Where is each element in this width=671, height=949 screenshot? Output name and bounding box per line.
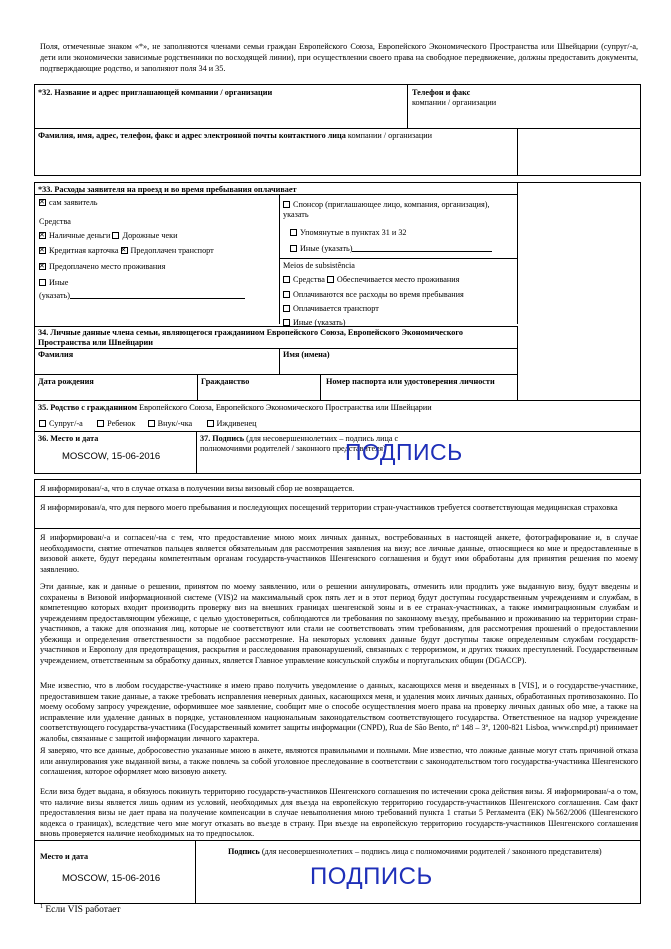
checkbox-accommodation[interactable] bbox=[39, 263, 46, 270]
notice-fee: Я информирован/-а, что в случае отказа в получении визы визовый сбор не возвращается. bbox=[40, 484, 355, 493]
checkbox-mentioned[interactable] bbox=[290, 229, 297, 236]
checkbox-r-transport[interactable] bbox=[283, 305, 290, 312]
checkbox-child[interactable] bbox=[97, 420, 104, 427]
field-34-surname: Фамилия bbox=[38, 350, 74, 359]
para-truthful: Я заверяю, что все данные, добросовестно указанные мною в анкете, являются правильными и полными. Мне известно, что ложные данные могут стать причиной отказа или аннулирования уже выданной визы, а также повлечь за собой уголовное преследование в соответствии с законодательством того государства-участника Шенгенского соглашения, которое оформляет мою визовую анкету. bbox=[40, 746, 638, 776]
checkbox-r-other[interactable] bbox=[283, 319, 290, 326]
para-consent: Я информирован/-а и согласен/-на с тем, что предоставление мною моих личных данных, востребованных в настоящей анкете, фотографирование и, в случае необходимости, снятие отпечатков пальцев является обязательным для рассмотрения заявления на визу; все личные данные, относящиеся ко мне и предоставленные в визовой анкете, будут переданы компетентным органам государств-участников Шенгенского соглашения и будут ими обработаны для принятия решения по моему заявлению. bbox=[40, 533, 638, 574]
para-rights: Мне известно, что в любом государстве-участнике я имею право получить уведомление о данных, касающихся меня и введенных в [VIS], и о государстве-участнике, предоставившем такие данные, а также требовать исправления неверных данных, касающихся меня, и удаления моих личных данных, обработанных противозаконно. По моему особому запросу учреждение, оформившее мое заявление, сообщит мне о способе осуществления моего права на проверку личных данных обо мне, а также на исправление или удаление данных в порядке, установленном национальным законодательством соответствующего государства. Ответственное на надзор учреждение соответствующего государства-участника (Государственный комитет защиты информации (CNPD), Rua de São Bento, nº 148 – 3º, 1200-821 Lisboa, www.cnpd.pt) принимает жалобы, связанные с защитой информации личного характера. bbox=[40, 681, 638, 743]
checkbox-r-all-costs[interactable] bbox=[283, 291, 290, 298]
field-37-title: 37. Подпись (для несовершеннолетних – подпись лица с полномочиями родителей / законного представителя) bbox=[200, 434, 399, 453]
opt-other-specify: (указать) bbox=[39, 291, 245, 301]
opt-cash[interactable]: ✕Наличные деньги Дорожные чеки bbox=[39, 231, 177, 241]
intro-note: Поля, отмеченные знаком «*», не заполняются членами семьи граждан Европейского Союза, Европейского Экономического Пространства или Швейцарии (супруг/-а, дети или экономически зависимые родственники по восходящей линии), при осуществлении своего права на свободное передвижение, должны предоставить документы, подтверждающие родство, и заполняют поля 34 и 35. bbox=[40, 42, 638, 73]
field-33-title: *33. Расходы заявителя на проезд и во время пребывания оплачивает bbox=[38, 185, 297, 194]
opt-other-sponsor[interactable]: Иные (указать) bbox=[290, 244, 492, 254]
bottom-sig-label: Подпись (для несовершеннолетних – подпись лица с полномочиями родителей / законного представителя) bbox=[228, 847, 602, 856]
field-34-dob: Дата рождения bbox=[38, 377, 94, 386]
field-34-citizenship: Гражданство bbox=[201, 377, 250, 386]
means-label: Средства bbox=[39, 217, 71, 226]
opt-other[interactable]: Иные bbox=[39, 278, 68, 288]
field-34-passport: Номер паспорта или удостоверения личности bbox=[326, 377, 495, 386]
field-36-value[interactable]: MOSCOW, 15-06-2016 bbox=[62, 451, 161, 462]
checkbox-r-accommodation[interactable] bbox=[327, 276, 334, 283]
checkbox-r-means[interactable] bbox=[283, 276, 290, 283]
opt-r-other[interactable]: Иные (указать) bbox=[283, 318, 345, 328]
opt-r-transport[interactable]: Оплачивается транспорт bbox=[283, 304, 379, 314]
checkbox-spouse[interactable] bbox=[39, 420, 46, 427]
checkbox-dependent[interactable] bbox=[207, 420, 214, 427]
field-35-options: Супруг/-а Ребенок Внук/-чка Иждивенец bbox=[39, 419, 256, 429]
para-leave: Если виза будет выдана, я обязуюсь покинуть территорию государств-участников Шенгенского соглашения по истечении срока действия визы. Я информирован/-а о том, что наличие визы является лишь одним из условий, необходимых для въезда на европейскую территорию государств-участников Шенгенского соглашения. Сам факт предоставления визы не дает права на получение компенсации в случае невыполнения мною требований пункта 1 статьи 5 Регламента (ЕК) №562/2006 (Шенгенского кодекса о границах), вследствие чего мне могут отказать во въезде в страну. При въезде на европейскую территорию государств-участников Шенгенского соглашения вновь проверяется наличие необходимых на то предпосылок. bbox=[40, 787, 638, 838]
field-34-title: 34. Личные данные члена семьи, являющегося гражданином Европейского Союза, Европейского Экономического Пространства или Швейцарии bbox=[38, 328, 464, 347]
opt-r-means[interactable]: Средства Обеспечивается место проживания bbox=[283, 275, 459, 285]
opt-r-all-costs[interactable]: Оплачиваются все расходы во время пребывания bbox=[283, 290, 464, 300]
opt-card[interactable]: ✕Кредитная карточка ✕ Предоплачен транспорт bbox=[39, 246, 214, 256]
checkbox-cash[interactable] bbox=[39, 232, 46, 239]
opt-mentioned[interactable]: Упомянутые в пунктах 31 и 32 bbox=[290, 228, 407, 238]
field-35-title: 35. Родство с гражданином Европейского Союза, Европейского Экономического Пространства или Швейцарии bbox=[38, 403, 432, 412]
checkbox-self[interactable] bbox=[39, 199, 46, 206]
bottom-signature: ПОДПИСЬ bbox=[310, 863, 433, 890]
field-36-title: 36. Место и дата bbox=[38, 434, 99, 443]
checkbox-transport[interactable] bbox=[121, 247, 128, 254]
checkbox-cheques[interactable] bbox=[112, 232, 119, 239]
signature-37: ПОДПИСЬ bbox=[345, 439, 463, 465]
checkbox-sponsor[interactable] bbox=[283, 201, 290, 208]
para-vis: Эти данные, как и данные о решении, принятом по моему заявлению, или о решении аннулировать, отменить или продлить уже выданную визу, будут введены и сохранены в Визовой информационной системе (VIS)2 на максимальный срок пять лет и в этот период будут доступны государственным учреждениям и службам, в компетенцию которых входит производить проверку виз на внешних границах шенгенской зоны и в ее странах-участниках, а также иммиграционным службам и учреждениям предоставляющим убежище, с целью удостовериться, соблюдаются ли требования по законному въезду, пребыванию и проживанию на территории стран-участников, а также для опознания лиц, которые не соответствуют или стали не соответствовать этим требованиям, для рассмотрения прошений о предоставлении убежища и определения ответственности за подобное рассмотрение. На некоторых условиях данные будут доступны также определенным службам государств-участников и Европолу для предотвращения, раскрытия и расследования правонарушений, связанных с терроризмом, и других тяжких преступлений. Государственным учреждением, ответственным за обработку данных, является Главное управление консульской службы и португальских общин (DGACCP). bbox=[40, 582, 638, 665]
bottom-place-value[interactable]: MOSCOW, 15-06-2016 bbox=[62, 873, 161, 884]
checkbox-other-sponsor[interactable] bbox=[290, 245, 297, 252]
meios-label: Meios de subsistência bbox=[283, 261, 355, 270]
opt-accommodation[interactable]: ✕Предоплачено место проживания bbox=[39, 262, 165, 272]
opt-sponsor[interactable]: Спонсор (приглашающее лицо, компания, организация), указать bbox=[283, 200, 490, 219]
opt-self[interactable]: ✕сам заявитель bbox=[39, 198, 98, 208]
field-34-names: Имя (имена) bbox=[283, 350, 330, 359]
checkbox-card[interactable] bbox=[39, 247, 46, 254]
checkbox-grandchild[interactable] bbox=[148, 420, 155, 427]
field-32-phone: Телефон и факс компании / организации bbox=[412, 88, 497, 107]
field-32-title: *32. Название и адрес приглашающей компании / организации bbox=[38, 88, 273, 97]
bottom-place-label: Место и дата bbox=[40, 852, 89, 861]
notice-insurance: Я информирован/а, что для первого моего пребывания и последующих посещений территории стран-участников требуется соответствующая медицинская страховка bbox=[40, 503, 618, 512]
checkbox-other[interactable] bbox=[39, 279, 46, 286]
footnote: $^1$ Если VIS работает bbox=[40, 904, 121, 916]
field-32-contact: Фамилия, имя, адрес, телефон, факс и адрес электронной почты контактного лица компании / организации bbox=[38, 131, 433, 140]
